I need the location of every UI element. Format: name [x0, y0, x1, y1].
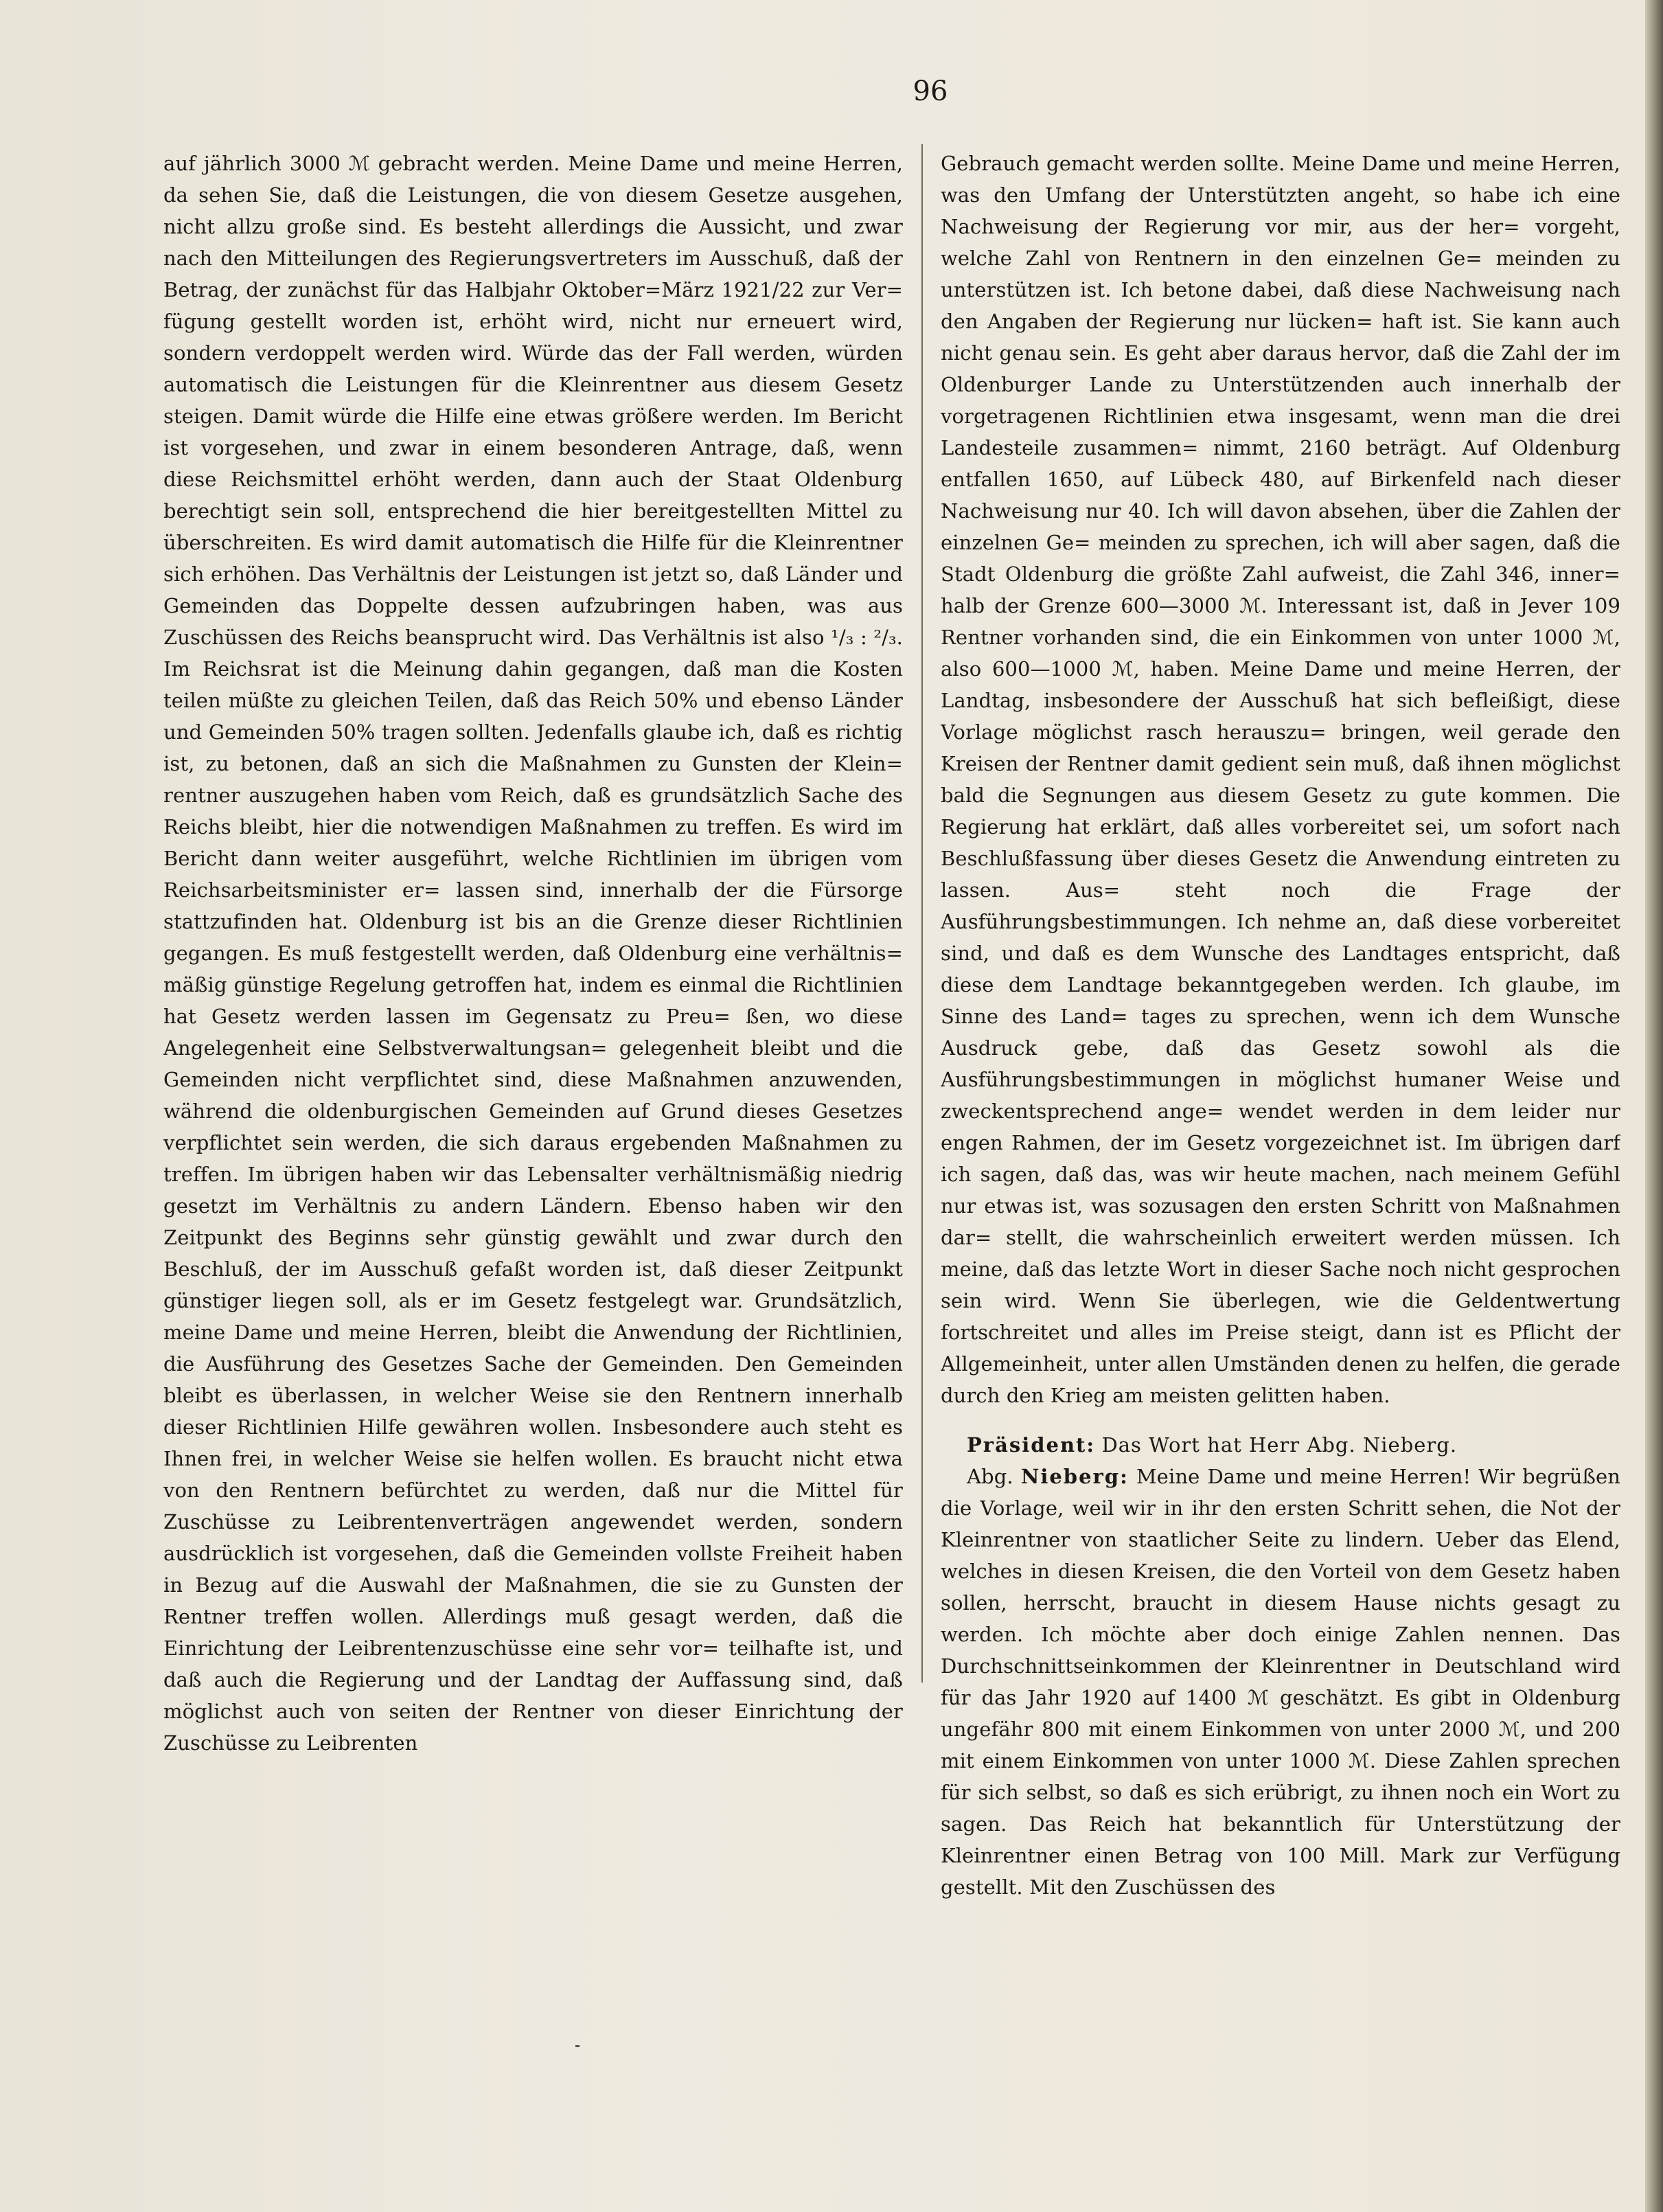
speaker-prefix: Abg.	[967, 1465, 1013, 1488]
column-divider	[921, 144, 923, 1683]
president-label: Präsident:	[967, 1433, 1096, 1457]
speech-text: Meine Dame und meine Herren! Wir begrüßen die Vorlage, weil wir in ihr den ersten Schritt sehen, die Not der Kleinrentner von staatlicher Seite zu lindern. Ueber das Elend, welches in diesen Kreisen, die den Vorteil von dem Gesetz haben sollen, herrscht, braucht in diesem Hause nichts gesagt zu werden. Ich möchte aber doch einige Zahlen nennen. Das Durchschnittseinkommen der Kleinrentner in Deutschland wird für das Jahr 1920 auf 1400 ℳ geschätzt. Es gibt in Oldenburg ungefähr 800 mit einem Einkommen von unter 2000 ℳ, und 200 mit einem Einkommen von unter 1000 ℳ. Diese Zahlen sprechen für sich selbst, so daß es sich erübrigt, zu ihnen noch ein Wort zu sagen. Das Reich hat bekanntlich für Unterstützung der Kleinrentner einen Betrag von 100 Mill. Mark zur Verfügung gestellt. Mit den Zuschüssen des	[941, 1465, 1620, 1899]
left-column-text: auf jährlich 3000 ℳ gebracht werden. Meine Dame und meine Herren, da sehen Sie, daß die Leistungen, die von diesem Gesetze ausgehen, nicht allzu große sind. Es besteht allerdings die Aussicht, und zwar nach den Mitteilungen des Regierungsvertreters im Ausschuß, daß der Betrag, der zunächst für das Halbjahr Oktober=März 1921/22 zur Ver= fügung gestellt worden ist, erhöht wird, nicht nur erneuert wird, sondern verdoppelt werden wird. Würde das der Fall werden, würden automatisch die Leistungen für die Kleinrentner aus diesem Gesetz steigen. Damit würde die Hilfe eine etwas größere werden. Im Bericht ist vorgesehen, und zwar in einem besonderen Antrage, daß, wenn diese Reichsmittel erhöht werden, dann auch der Staat Oldenburg berechtigt sein soll, entsprechend die hier bereitgestellten Mittel zu überschreiten. Es wird damit automatisch die Hilfe für die Kleinrentner sich erhöhen. Das Verhältnis der Leistungen ist jetzt so, daß Länder und Gemeinden das Doppelte dessen aufzubringen haben, was aus Zuschüssen des Reichs beansprucht wird. Das Verhältnis ist also ¹/₃ : ²/₃. Im Reichsrat ist die Meinung dahin gegangen, daß man die Kosten teilen müßte zu gleichen Teilen, daß das Reich 50% und ebenso Länder und Gemeinden 50% tragen sollten. Jedenfalls glaube ich, daß es richtig ist, zu betonen, daß an sich die Maßnahmen zu Gunsten der Klein= rentner auszugehen haben vom Reich, daß es grundsätzlich Sache des Reichs bleibt, hier die notwendigen Maßnahmen zu treffen. Es wird im Bericht dann weiter ausgeführt, welche Richtlinien im übrigen vom Reichsarbeitsminister er= lassen sind, innerhalb der die Fürsorge stattzufinden hat. Oldenburg ist bis an die Grenze dieser Richtlinien gegangen. Es muß festgestellt werden, daß Oldenburg eine verhältnis= mäßig günstige Regelung getroffen hat, indem es einmal die Richtlinien hat Gesetz werden lassen im Gegensatz zu Preu= ßen, wo diese Angelegenheit eine Selbstverwaltungsan= gelegenheit bleibt und die Gemeinden nicht verpflichtet sind, diese Maßnahmen anzuwenden, während die oldenburgischen Gemeinden auf Grund dieses Gesetzes verpflichtet sein werden, die sich daraus ergebenden Maßnahmen zu treffen. Im übrigen haben wir das Lebensalter verhältnismäßig niedrig gesetzt im Verhältnis zu andern Ländern. Ebenso haben wir den Zeitpunkt des Beginns sehr günstig gewählt und zwar durch den Beschluß, der im Ausschuß gefaßt worden ist, daß dieser Zeitpunkt günstiger liegen soll, als er im Gesetz festgelegt war. Grundsätzlich, meine Dame und meine Herren, bleibt die Anwendung der Richtlinien, die Ausführung des Gesetzes Sache der Gemeinden. Den Gemeinden bleibt es überlassen, in welcher Weise sie den Rentnern innerhalb dieser Richtlinien Hilfe gewähren wollen. Insbesondere auch steht es Ihnen frei, in welcher Weise sie helfen wollen. Es braucht nicht etwa von den Rentnern befürchtet zu werden, daß nur die Mittel für Zuschüsse zu Leibrentenverträgen angewendet werden, sondern ausdrücklich ist vorgesehen, daß die Gemeinden vollste Freiheit haben in Bezug auf die Auswahl der Maßnahmen, die sie zu Gunsten der Rentner treffen wollen. Allerdings muß gesagt werden, daß die Einrichtung der Leibrentenzuschüsse eine sehr vor= teilhafte ist, und daß auch die Regierung und der Landtag der Auffassung sind, daß möglichst auch von seiten der Rentner von dieser Einrichtung der Zuschüsse zu Leibrenten	[163, 152, 903, 1755]
right-column-continuation: Gebrauch gemacht werden sollte. Meine Dame und meine Herren, was den Umfang der Unterstützten angeht, so habe ich eine Nachweisung der Regierung vor mir, aus der her= vorgeht, welche Zahl von Rentnern in den einzelnen Ge= meinden zu unterstützen ist. Ich betone dabei, daß diese Nachweisung nach den Angaben der Regierung nur lücken= haft ist. Sie kann auch nicht genau sein. Es geht aber daraus hervor, daß die Zahl der im Oldenburger Lande zu Unterstützenden auch innerhalb der vorgetragenen Richtlinien etwa insgesamt, wenn man die drei Landesteile zusammen= nimmt, 2160 beträgt. Auf Oldenburg entfallen 1650, auf Lübeck 480, auf Birkenfeld nach dieser Nachweisung nur 40. Ich will davon absehen, über die Zahlen der einzelnen Ge= meinden zu sprechen, ich will aber sagen, daß die Stadt Oldenburg die größte Zahl aufweist, die Zahl 346, inner= halb der Grenze 600—3000 ℳ. Interessant ist, daß in Jever 109 Rentner vorhanden sind, die ein Einkommen von unter 1000 ℳ, also 600—1000 ℳ, haben. Meine Dame und meine Herren, der Landtag, insbesondere der Ausschuß hat sich befleißigt, diese Vorlage möglichst rasch herauszu= bringen, weil gerade den Kreisen der Rentner damit gedient sein muß, daß ihnen möglichst bald die Segnungen aus diesem Gesetz zu gute kommen. Die Regierung hat erklärt, daß alles vorbereitet sei, um sofort nach Beschlußfassung über dieses Gesetz die Anwendung eintreten zu lassen. Aus= steht noch die Frage der Ausführungsbestimmungen. Ich nehme an, daß diese vorbereitet sind, und daß es dem Wunsche des Landtages entspricht, daß diese dem Landtage bekanntgegeben werden. Ich glaube, im Sinne des Land= tages zu sprechen, wenn ich dem Wunsche Ausdruck gebe, daß das Gesetz sowohl als die Ausführungsbestimmungen in möglichst humaner Weise und zweckentsprechend ange= wendet werden in dem leider nur engen Rahmen, der im Gesetz vorgezeichnet ist. Im übrigen darf ich sagen, daß das, was wir heute machen, nach meinem Gefühl nur etwas ist, was sozusagen den ersten Schritt von Maßnahmen dar= stellt, die wahrscheinlich erweitert werden müssen. Ich meine, daß das letzte Wort in dieser Sache noch nicht gesprochen sein wird. Wenn Sie überlegen, wie die Geldentwertung fortschreitet und alles im Preise steigt, dann ist es Pflicht der Allgemeinheit, unter allen Umständen denen zu helfen, die gerade durch den Krieg am meisten gelitten haben.	[941, 152, 1620, 1407]
president-text: Das Wort hat Herr Abg. Nieberg.	[1101, 1433, 1458, 1457]
print-mark	[575, 2045, 580, 2047]
president-statement	[941, 1429, 1620, 1461]
nieberg-speech	[941, 1461, 1620, 1903]
left-column	[163, 148, 903, 2153]
page-number: 96	[913, 76, 948, 107]
speaker-name: Nieberg:	[1020, 1465, 1129, 1488]
right-column	[941, 148, 1620, 2153]
page-binding-edge	[1645, 0, 1663, 2212]
